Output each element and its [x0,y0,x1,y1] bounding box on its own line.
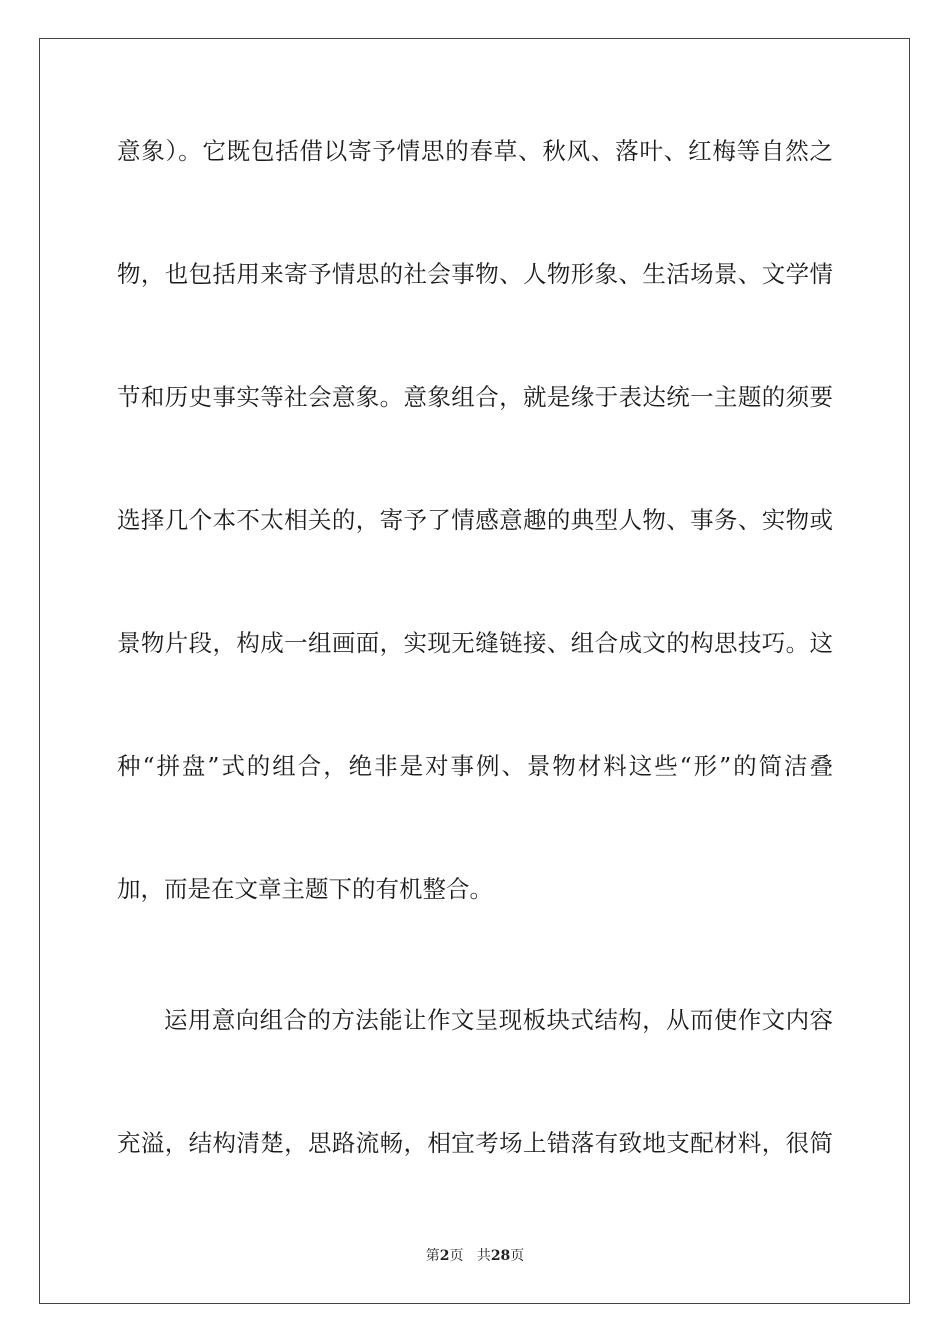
text-line-2: 物，也包括用来寄予情思的社会事物、人物形象、生活场景、文学情 [117,260,833,288]
page-footer [0,1247,950,1265]
text-line-5: 景物片段，构成一组画面，实现无缝链接、组合成文的构思技巧。这 [117,629,833,657]
page-suffix: 页 [449,1248,464,1264]
total-suffix: 页 [510,1248,525,1264]
page-prefix: 第 [425,1248,440,1264]
text-line-4: 选择几个本不太相关的，寄予了情感意趣的典型人物、事务、实物或 [117,506,833,534]
text-line-3: 节和历史事实等社会意象。意象组合，就是缘于表达统一主题的须要 [117,383,833,411]
total-pages: 28 [490,1248,511,1264]
text-line-6: 种“拼盘”式的组合，绝非是对事例、景物材料这些“形”的简洁叠 [117,752,833,780]
page-number: 2 [439,1248,450,1264]
text-line-1: 意象）。它既包括借以寄予情思的春草、秋风、落叶、红梅等自然之 [117,137,833,165]
page-border [39,38,910,1304]
text-line-8: 运用意向组合的方法能让作文呈现板块式结构，从而使作文内容 [164,1006,833,1034]
text-line-7: 加，而是在文章主题下的有机整合。 [117,875,493,903]
text-line-9: 充溢，结构清楚，思路流畅，相宜考场上错落有致地支配材料，很简 [117,1129,833,1157]
total-prefix: 共 [476,1248,491,1264]
